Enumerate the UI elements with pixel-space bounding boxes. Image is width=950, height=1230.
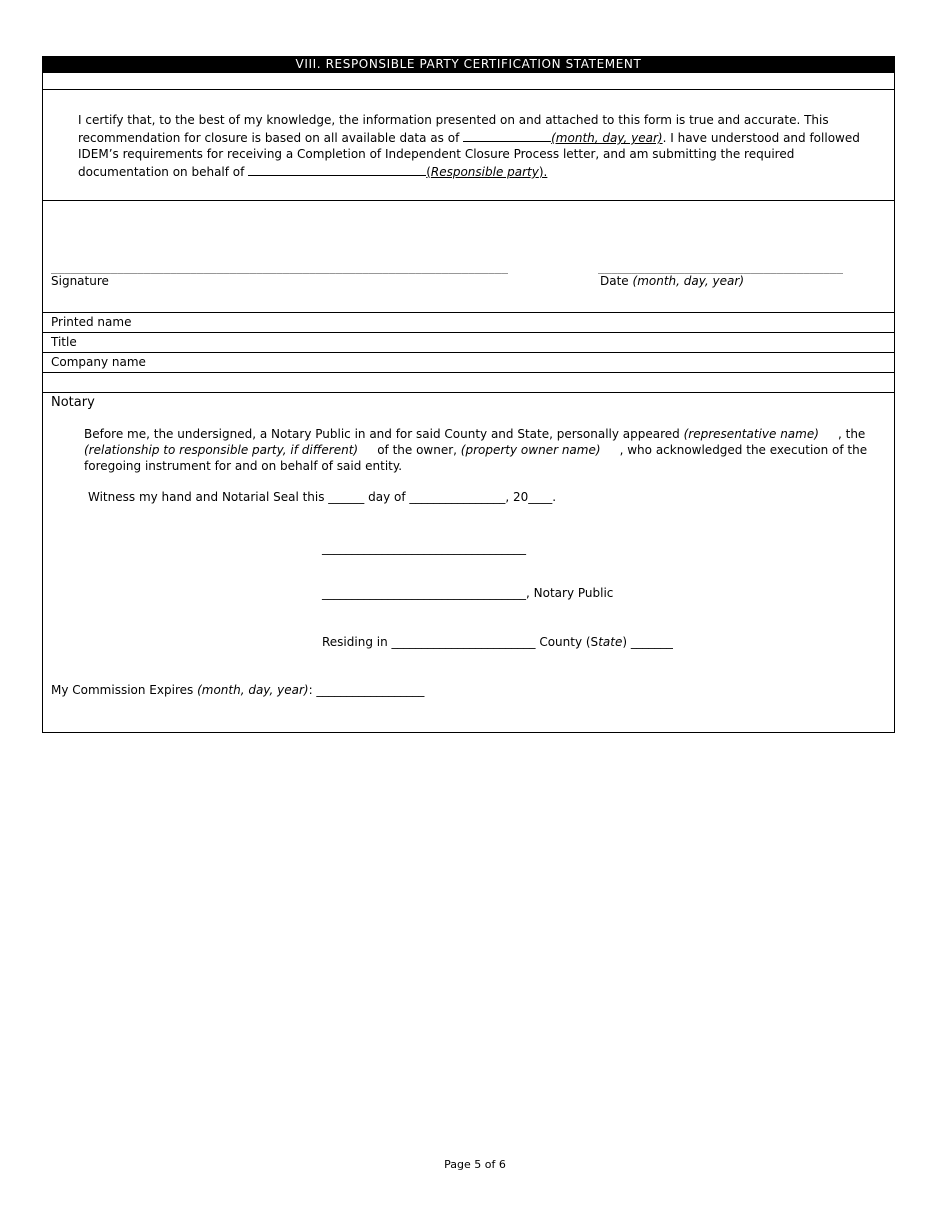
signature-line[interactable]: _____________________________________________________________________ (51, 261, 508, 274)
certification-form (42, 56, 895, 733)
property-owner-hint[interactable]: (property owner name) (460, 443, 601, 457)
company-name-field[interactable]: Company name (42, 353, 895, 373)
notary-text-part2: , the (837, 427, 866, 441)
residing-line[interactable] (322, 635, 673, 649)
relationship-hint[interactable]: (relationship to responsible party, if different) (84, 443, 359, 457)
printed-name-field[interactable]: Printed name (42, 313, 895, 333)
cert-date-hint: (month, day, year) (551, 131, 663, 145)
notary-public-line[interactable]: __________________________________, Notary Public (322, 586, 614, 600)
residing-text: Residing in ________________________ County (S (322, 635, 599, 649)
date-label: Date (600, 274, 629, 288)
party-open: ( (426, 165, 431, 179)
commission-label: My Commission Expires (51, 683, 194, 697)
date-label-group (600, 274, 744, 288)
certification-text (78, 112, 888, 180)
page-number: Page 5 of 6 (444, 1158, 506, 1171)
witness-line[interactable]: Witness my hand and Notarial Seal this ______ day of ________________, 20____. (88, 490, 557, 504)
notary-text-part3: of the owner, (377, 443, 457, 457)
notary-heading: Notary (51, 395, 95, 410)
party-hint: Responsible party (430, 165, 539, 179)
party-close: ). (538, 165, 548, 179)
notary-text-part4: , who acknowledged the execution of the foregoing instrument for and on behalf of said entity. (84, 443, 868, 473)
certification-statement (42, 90, 895, 201)
cert-text-part2: . I have understood and followed IDEM’s requirements for receiving a Completion of Independent Closure Process letter, and am submitting the required documentation on behalf of (78, 131, 860, 179)
date-line[interactable]: _____________________________________ (598, 261, 844, 274)
commission-hint: (month, day, year) (197, 683, 309, 697)
empty-row (42, 373, 895, 393)
responsible-party-blank[interactable] (248, 162, 426, 176)
notary-paragraph (84, 426, 889, 474)
date-hint: (month, day, year) (632, 274, 744, 288)
notary-signature-line[interactable]: __________________________________ (322, 541, 526, 555)
section-header: VIII. RESPONSIBLE PARTY CERTIFICATION STATEMENT (42, 56, 895, 73)
spacer-row (42, 73, 895, 90)
title-field[interactable]: Title (42, 333, 895, 353)
notary-section (42, 393, 895, 733)
cert-text-part1: I certify that, to the best of my knowledge, the information presented on and attached to this form is true and accurate. This recommendation for closure is based on all available data as of (78, 113, 829, 145)
commission-blank: : __________________ (308, 683, 425, 697)
residing-state: tate (598, 635, 623, 649)
signature-block (42, 201, 895, 313)
commission-expires-line[interactable] (51, 683, 424, 697)
residing-blank: ) _______ (622, 635, 673, 649)
notary-text-part1: Before me, the undersigned, a Notary Public in and for said County and State, personally appeared (84, 427, 680, 441)
signature-label: Signature (51, 274, 109, 288)
representative-name-hint[interactable]: (representative name) (683, 427, 819, 441)
closure-date-blank[interactable] (463, 128, 551, 142)
